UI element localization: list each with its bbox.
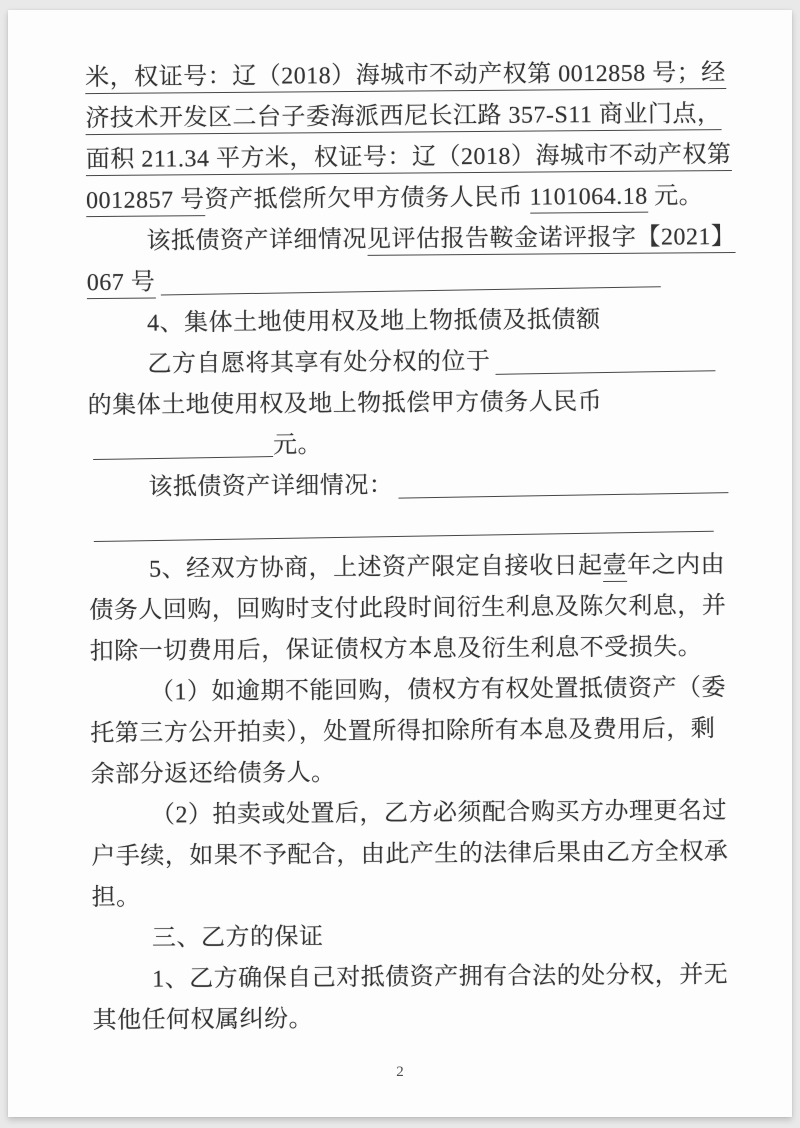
- text-line: [87, 299, 747, 345]
- text-segment: 乙方自愿将其享有处分权的位于: [147, 348, 491, 378]
- text-segment: 米，权证号：辽（2018）海城市不动产权第 0012858 号；经: [85, 60, 726, 94]
- text-line: [87, 340, 747, 386]
- text-line: [92, 955, 752, 1001]
- text-segment: 见评估报告鞍金诺评报字【2021】: [367, 224, 736, 256]
- text-segment: 三、乙方的保证: [151, 924, 324, 952]
- text-segment: 4、集体土地使用权及地上物抵债及抵债额: [146, 307, 601, 337]
- text-segment: 托第三方公开拍卖），处置所得扣除所有本息及费用后，剩: [90, 716, 716, 748]
- text-segment: 的集体土地使用权及地上物抵偿甲方债务人民币: [87, 389, 603, 420]
- text-line: [89, 504, 749, 550]
- document-body: [85, 53, 753, 1042]
- text-line: [92, 996, 752, 1042]
- text-segment: 余部分返还给债务人。: [90, 760, 336, 789]
- blank-underline: [160, 263, 660, 295]
- text-segment: 年之内由: [626, 552, 726, 579]
- text-line: [90, 668, 750, 714]
- text-segment: 资产抵偿所欠甲方债务人民币: [204, 184, 530, 214]
- page-number: 2: [396, 1064, 404, 1080]
- text-segment: 元。: [272, 432, 323, 459]
- text-segment: 其他任何权属纠纷。: [92, 1006, 314, 1035]
- text-line: [88, 381, 748, 427]
- text-segment: 扣除一切费用后，保证债权方本息及衍生利息不受损失。: [89, 634, 703, 666]
- document-page: [8, 10, 792, 1117]
- blank-underline: [93, 508, 713, 542]
- text-line: [92, 914, 752, 960]
- blank-underline: [398, 469, 728, 498]
- text-segment: 1、乙方确保自己对抵债资产拥有合法的处分权，并无: [152, 962, 729, 993]
- text-segment: 元。: [647, 183, 704, 210]
- blank-underline: [93, 433, 273, 460]
- text-line: [85, 53, 745, 99]
- text-line: [88, 422, 748, 468]
- text-line: [90, 709, 750, 755]
- text-segment: 担。: [91, 884, 141, 912]
- text-line: [86, 176, 746, 222]
- text-segment: 济技术开发区二台子委海派西尼长江路 357-S11 商业门点，: [85, 101, 721, 135]
- text-line: [86, 217, 746, 263]
- text-segment: 面积 211.34 平方米，权证号：辽（2018）海城市不动产权第: [86, 142, 732, 176]
- text-line: [89, 545, 749, 591]
- text-segment: 1101064.18: [530, 184, 648, 214]
- text-segment: 户手续，如果不予配合，由此产生的法律后果由乙方全权承: [91, 839, 729, 871]
- text-segment: 0012857 号: [86, 187, 205, 217]
- text-segment: 067 号: [87, 270, 156, 300]
- text-segment: （2）拍卖或处置后，乙方必须配合购买方办理更名过: [150, 798, 728, 829]
- text-segment: 5、经双方协商，上述资产限定自接收日起: [148, 553, 603, 583]
- text-line: [87, 258, 747, 304]
- text-segment: （1）如逾期不能回购，债权方有权处置抵债资产（委: [149, 675, 727, 706]
- text-line: [85, 94, 745, 140]
- text-line: [89, 586, 749, 632]
- text-segment: 债务人回购，回购时支付此段时间衍生利息及陈欠利息，并: [89, 593, 727, 625]
- text-line: [91, 873, 751, 919]
- text-line: [91, 832, 751, 878]
- text-line: [90, 750, 750, 796]
- text-segment: 壹: [602, 553, 627, 582]
- text-segment: 该抵债资产详细情况：: [148, 472, 394, 501]
- blank-underline: [495, 347, 715, 375]
- text-line: [91, 791, 751, 837]
- text-segment: 该抵债资产详细情况: [146, 226, 368, 255]
- text-line: [88, 463, 748, 509]
- text-line: [90, 627, 750, 673]
- text-line: [86, 135, 746, 181]
